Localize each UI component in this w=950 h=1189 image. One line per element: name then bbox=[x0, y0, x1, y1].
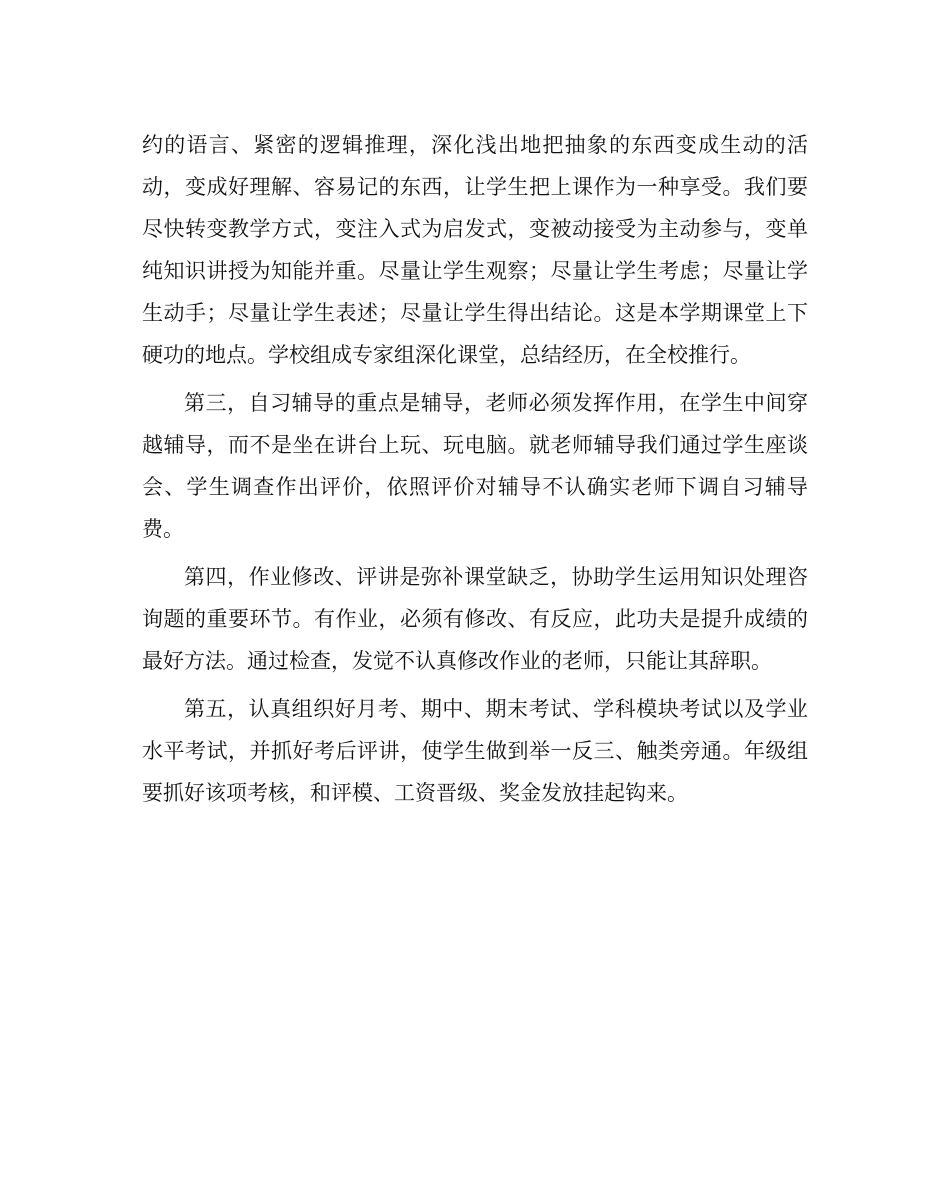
paragraph-continued: 约的语言、紧密的逻辑推理，深化浅出地把抽象的东西变成生动的活动，变成好理解、容易记的东西，让学生把上课作为一种享受。我们要尽快转变教学方式，变注入式为启发式，变被动接受为主动参与，变单纯知识讲授为知能并重。尽量让学生观察；尽量让学生考虑；尽量让学生动手；尽量让学生表述；尽量让学生得出结论。这是本学期课堂上下硬功的地点。学校组成专家组深化课堂，总结经历，在全校推行。 bbox=[142, 133, 808, 367]
paragraph-third-point: 第三，自习辅导的重点是辅导，老师必须发挥作用，在学生中间穿越辅导，而不是坐在讲台上玩、玩电脑。就老师辅导我们通过学生座谈会、学生调查作出评价，依照评价对辅导不认确实老师下调自习辅导费。 bbox=[142, 391, 808, 541]
paragraph-fifth-point: 第五，认真组织好月考、期中、期末考试、学科模块考试以及学业水平考试，并抓好考后评讲，使学生做到举一反三、触类旁通。年级组要抓好该项考核，和评模、工资晋级、奖金发放挂起钩来。 bbox=[142, 697, 808, 805]
document-body bbox=[142, 124, 808, 814]
paragraph-fourth-point: 第四，作业修改、评讲是弥补课堂缺乏，协助学生运用知识处理咨询题的重要环节。有作业，必须有修改、有反应，此功夫是提升成绩的最好方法。通过检查，发觉不认真修改作业的老师，只能让其辞职。 bbox=[142, 565, 808, 673]
